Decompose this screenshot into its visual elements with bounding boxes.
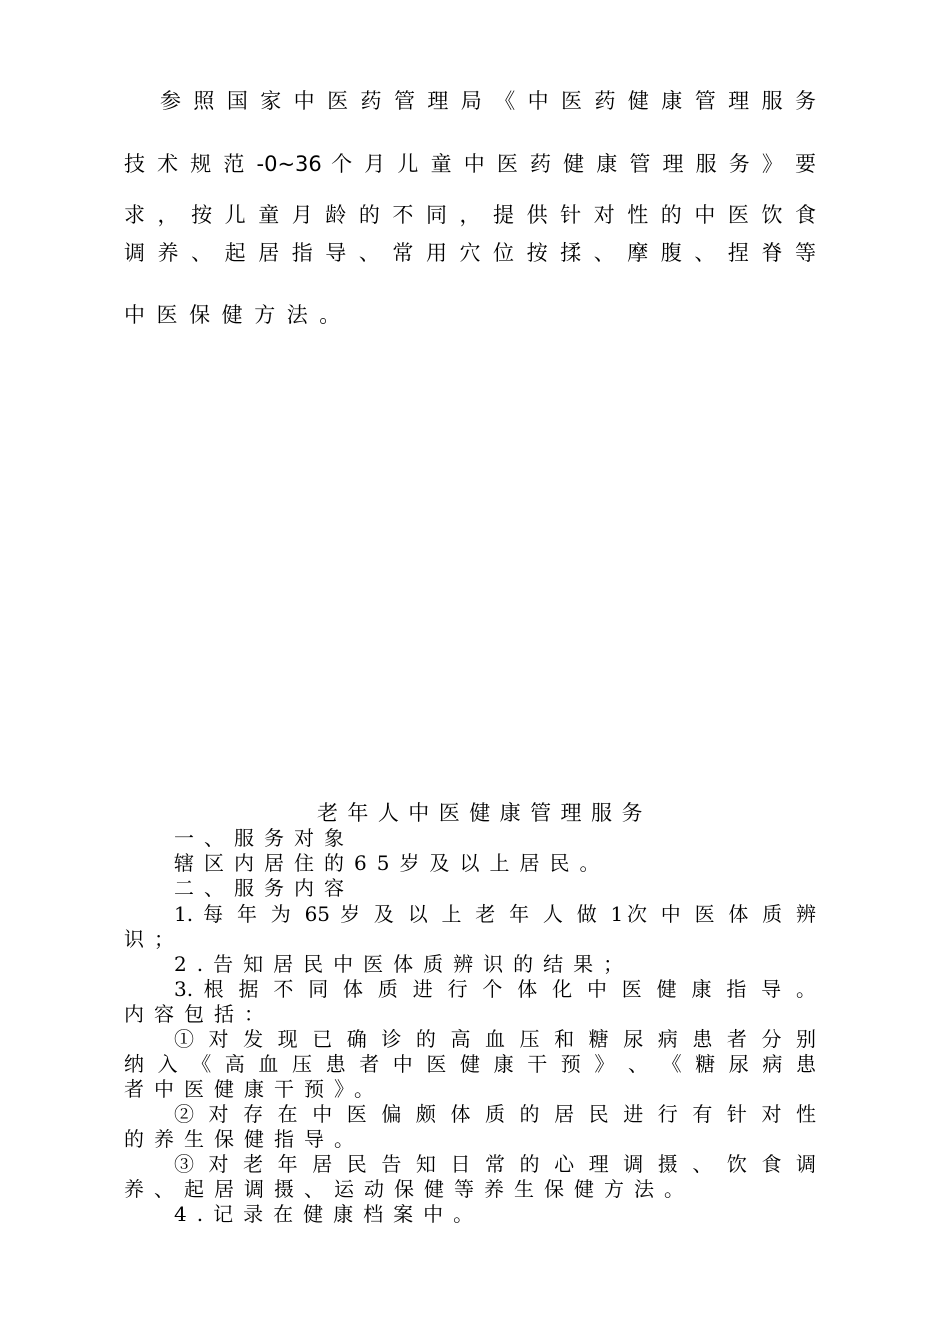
section-line: 1. 每 年 为 65 岁 及 以 上 老 年 人 做 1次 中 医 体 质 辨 xyxy=(174,902,816,926)
section-line: 二、服务内容 xyxy=(174,876,354,900)
section-line: 内容包括： xyxy=(124,1002,274,1026)
section-line: 辖区内居住的65岁及以上居民。 xyxy=(174,851,610,875)
section-line: ③ 对 老 年 居 民 告 知 日 常 的 心 理 调 摄 、 饮 食 调 xyxy=(174,1152,816,1176)
section-line: 识； xyxy=(124,927,184,951)
section-line: 的养生保健指导。 xyxy=(124,1127,364,1151)
section-line: 4.记录在健康档案中。 xyxy=(174,1202,484,1226)
section-line: 2.告知居民中医体质辨识的结果； xyxy=(174,952,634,976)
section-line: 一、服务对象 xyxy=(174,826,354,850)
section-line: 者中医健康干预》。 xyxy=(124,1077,384,1101)
intro-line: 中医保健方法。 xyxy=(124,303,352,327)
section-line: ① 对 发 现 已 确 诊 的 高 血 压 和 糖 尿 病 患 者 分 别 xyxy=(174,1027,816,1051)
intro-line: 参 照 国 家 中 医 药 管 理 局 《 中 医 药 健 康 管 理 服 务 xyxy=(160,89,816,113)
section-title: 老年人中医健康管理服务 xyxy=(316,801,652,825)
section-line: 纳 入 《 高 血 压 患 者 中 医 健 康 干 预 》 、 《 糖 尿 病 患 xyxy=(124,1052,816,1076)
section-line: 3. 根 据 不 同 体 质 进 行 个 体 化 中 医 健 康 指 导 。 xyxy=(174,977,816,1001)
intro-line: 求 ， 按 儿 童 月 龄 的 不 同 ， 提 供 针 对 性 的 中 医 饮 食 xyxy=(124,203,816,227)
intro-line: 技 术 规 范 -0~36 个 月 儿 童 中 医 药 健 康 管 理 服 务 》 要 xyxy=(124,152,816,176)
section-line: 养、起居调摄、运动保健等养生保健方法。 xyxy=(124,1177,694,1201)
intro-line: 调 养 、 起 居 指 导 、 常 用 穴 位 按 揉 、 摩 腹 、 捏 脊 等 xyxy=(124,241,816,265)
section-line: ② 对 存 在 中 医 偏 颇 体 质 的 居 民 进 行 有 针 对 性 xyxy=(174,1102,816,1126)
